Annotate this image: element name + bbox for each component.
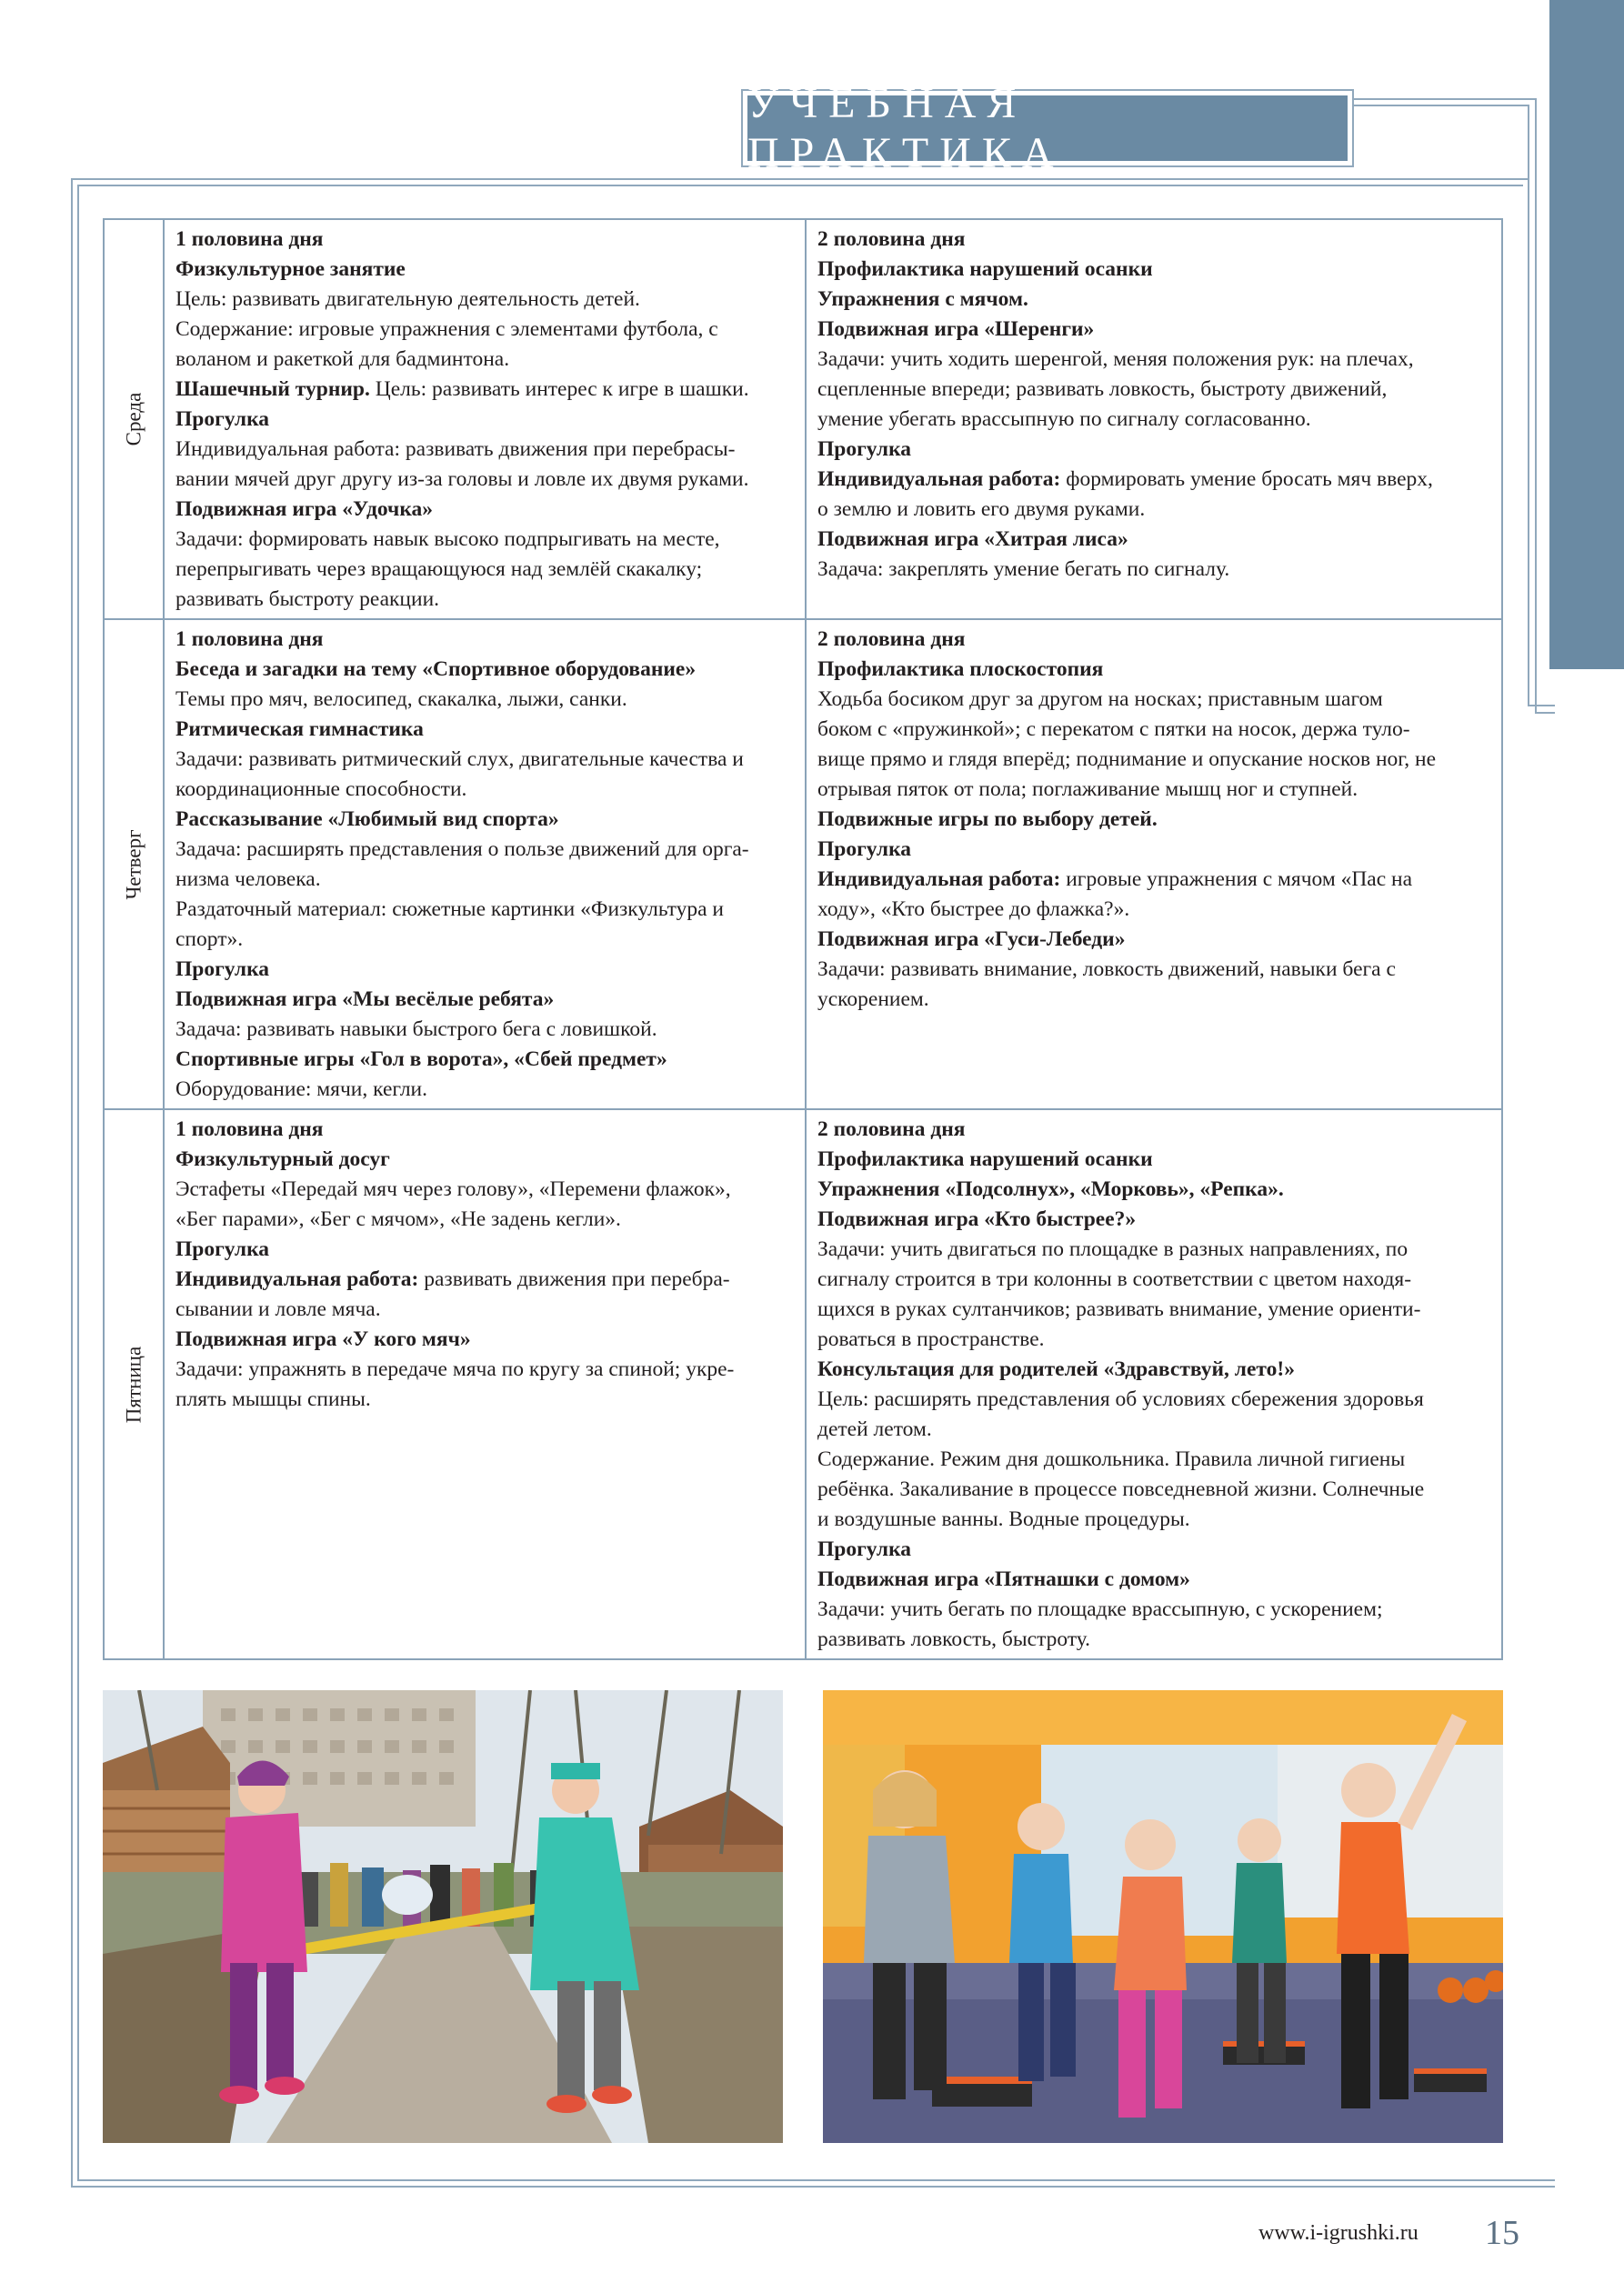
photo-outdoor-game: [103, 1690, 783, 2143]
text-line: плять мышцы спины.: [175, 1387, 371, 1411]
text-line: Профилактика нарушений осанки: [817, 1147, 1153, 1171]
table-row-thursday: [104, 619, 1502, 1109]
text-line: Подвижная игра «Шеренги»: [817, 317, 1095, 341]
text-line: Физкультурный досуг: [175, 1147, 390, 1171]
text-line: Подвижная игра «У кого мяч»: [175, 1327, 471, 1351]
text-line: 2 половина дня: [817, 627, 966, 651]
text-line: Консультация для родителей «Здравствуй, лето!»: [817, 1357, 1295, 1381]
text-line: Физкультурное занятие: [175, 257, 406, 281]
text-line: низма человека.: [175, 867, 321, 891]
text-line: Цель: расширять представления об условиях сбережения здоровья: [817, 1387, 1424, 1411]
text-line: [175, 1265, 794, 1295]
text-line: развивать ловкость, быстроту.: [817, 1627, 1091, 1651]
text-line: [175, 375, 794, 405]
text-line: Задачи: учить ходить шеренгой, меняя положения рук: на плечах,: [817, 347, 1414, 371]
text-line: Ритмическая гимнастика: [175, 717, 424, 741]
text-line: воланом и ракеткой для бадминтона.: [175, 347, 510, 371]
text-line: Подвижная игра «Пятнашки с домом»: [817, 1567, 1190, 1591]
text-line: развивать быстроту реакции.: [175, 587, 440, 611]
text-line: умение убегать врассыпную по сигналу согласованно.: [817, 407, 1311, 431]
text-line: сцепленные впереди; развивать ловкость, быстроту движений,: [817, 377, 1388, 401]
day-cell-thursday: [104, 619, 164, 1109]
text-line: Задача: закреплять умение бегать по сигналу.: [817, 557, 1230, 581]
text-line: Задачи: учить бегать по площадке врассыпную, с ускорением;: [817, 1597, 1383, 1621]
text-line: Задачи: развивать внимание, ловкость движений, навыки бега с: [817, 957, 1396, 981]
frame-title-line-outer: [1354, 98, 1535, 100]
text-line: Раздаточный материал: сюжетные картинки «Физкультура и: [175, 897, 724, 921]
line-text: формировать умение бросать мяч вверх,: [1060, 467, 1433, 491]
text-line: Профилактика плоскостопия: [817, 657, 1104, 681]
line-text: Цель: развивать интерес к игре в шашки.: [369, 377, 749, 401]
text-line: Рассказывание «Любимый вид спорта»: [175, 807, 559, 831]
text-line: Прогулка: [175, 957, 270, 981]
text-line: Подвижная игра «Хитрая лиса»: [817, 527, 1128, 551]
day-label: Среда: [122, 392, 145, 446]
frame-right-line: [1528, 105, 1529, 705]
text-line: Индивидуальная работа: развивать движения при перебрасы-: [175, 437, 736, 461]
text-line: Задача: расширять представления о пользе движений для орга-: [175, 837, 749, 861]
day-label: Пятница: [122, 1346, 145, 1423]
frame-left-line: [71, 178, 73, 2186]
footer-website: www.i-igrushki.ru: [1258, 2221, 1418, 2245]
text-line: 1 половина дня: [175, 227, 324, 251]
text-line: ребёнка. Закаливание в процессе повседневной жизни. Солнечные: [817, 1477, 1425, 1501]
text-line: Эстафеты «Передай мяч через голову», «Перемени флажок»,: [175, 1177, 731, 1201]
text-line: Содержание. Режим дня дошкольника. Правила личной гигиены: [817, 1447, 1406, 1471]
text-line: Задачи: упражнять в передаче мяча по кругу за спиной; укре-: [175, 1357, 735, 1381]
day-cell-wednesday: [104, 219, 164, 619]
frame-right-corner-outer: [1535, 712, 1555, 714]
cell-first-half: [164, 1109, 806, 1659]
cell-first-half: [164, 219, 806, 619]
text-line: щихся в руках султанчиков; развивать внимание, умение ориенти-: [817, 1297, 1421, 1321]
text-line: роваться в пространстве.: [817, 1327, 1045, 1351]
text-line: ходу», «Кто быстрее до флажка?».: [817, 897, 1130, 921]
bold-lead: Индивидуальная работа:: [175, 1267, 419, 1291]
table-row-wednesday: [104, 219, 1502, 619]
text-line: 2 половина дня: [817, 227, 966, 251]
frame-right-line-outer: [1535, 98, 1537, 712]
text-line: вище прямо и глядя вперёд; поднимание и опускание носков ног, не: [817, 747, 1437, 771]
text-line: 1 половина дня: [175, 1117, 324, 1141]
cell-second-half: [806, 219, 1502, 619]
activity-plan-table: [103, 218, 1503, 1660]
bold-lead: Индивидуальная работа:: [817, 467, 1061, 491]
line-text: развивать движения при перебра-: [418, 1267, 730, 1291]
frame-right-corner: [1528, 705, 1555, 706]
bold-lead: Индивидуальная работа:: [817, 867, 1061, 891]
text-line: Упражнения с мячом.: [817, 287, 1028, 311]
frame-title-line: [1354, 105, 1528, 106]
text-line: отрывая пяток от пола; поглаживание мышц ног и ступней.: [817, 777, 1358, 801]
text-line: 1 половина дня: [175, 627, 324, 651]
text-line: [817, 865, 1490, 895]
text-line: сигналу строится в три колонны в соответствии с цветом находя-: [817, 1267, 1412, 1291]
section-title: УЧЕБНАЯ ПРАКТИКА: [747, 95, 1348, 161]
frame-bottom-line: [71, 2186, 1555, 2188]
text-line: 2 половина дня: [817, 1117, 966, 1141]
text-line: и воздушные ванны. Водные процедуры.: [817, 1507, 1190, 1531]
text-line: Прогулка: [175, 407, 270, 431]
side-color-strip: [1549, 0, 1624, 669]
day-label: Четверг: [122, 828, 145, 900]
frame-bottom-line-inner: [77, 2179, 1555, 2181]
text-line: Задача: развивать навыки быстрого бега с ловишкой.: [175, 1017, 657, 1041]
table-row-friday: [104, 1109, 1502, 1659]
text-line: Профилактика нарушений осанки: [817, 257, 1153, 281]
text-line: Оборудование: мячи, кегли.: [175, 1077, 428, 1101]
text-line: Спортивные игры «Гол в ворота», «Сбей предмет»: [175, 1047, 667, 1071]
text-line: детей летом.: [817, 1417, 932, 1441]
cell-first-half: [164, 619, 806, 1109]
cell-second-half: [806, 619, 1502, 1109]
text-line: Содержание: игровые упражнения с элементами футбола, с: [175, 317, 718, 341]
text-line: Подвижные игры по выбору детей.: [817, 807, 1158, 831]
text-line: Цель: развивать двигательную деятельность детей.: [175, 287, 640, 311]
text-line: Задачи: формировать навык высоко подпрыгивать на месте,: [175, 527, 720, 551]
line-text: игровые упражнения с мячом «Пас на: [1060, 867, 1413, 891]
text-line: Прогулка: [817, 837, 912, 861]
text-line: Подвижная игра «Удочка»: [175, 497, 433, 521]
text-line: координационные способности.: [175, 777, 467, 801]
text-line: Беседа и загадки на тему «Спортивное оборудование»: [175, 657, 697, 681]
text-line: Упражнения «Подсолнух», «Морковь», «Репка».: [817, 1177, 1284, 1201]
text-line: боком с «пружинкой»; с перекатом с пятки на носок, держа туло-: [817, 717, 1410, 741]
text-line: сывании и ловле мяча.: [175, 1297, 381, 1321]
section-title-box: [741, 79, 1354, 177]
photo-indoor-gymnastics: [823, 1690, 1503, 2143]
page-number: 15: [1485, 2214, 1519, 2252]
text-line: [817, 465, 1490, 495]
text-line: Темы про мяч, велосипед, скакалка, лыжи, санки.: [175, 687, 627, 711]
frame-top-line-inner: [77, 185, 1523, 186]
text-line: Прогулка: [175, 1237, 270, 1261]
text-line: Подвижная игра «Мы весёлые ребята»: [175, 987, 555, 1011]
text-line: спорт».: [175, 927, 244, 951]
text-line: Прогулка: [817, 437, 912, 461]
frame-top-line: [71, 178, 1529, 180]
text-line: вании мячей друг другу из-за головы и ловле их двумя руками.: [175, 467, 749, 491]
text-line: Ходьба босиком друг за другом на носках; приставным шагом: [817, 687, 1383, 711]
text-line: Задачи: развивать ритмический слух, двигательные качества и: [175, 747, 744, 771]
text-line: о землю и ловить его двумя руками.: [817, 497, 1146, 521]
cell-second-half: [806, 1109, 1502, 1659]
day-cell-friday: [104, 1109, 164, 1659]
text-line: Подвижная игра «Кто быстрее?»: [817, 1207, 1137, 1231]
text-line: Прогулка: [817, 1537, 912, 1561]
text-line: Подвижная игра «Гуси-Лебеди»: [817, 927, 1126, 951]
frame-left-line-inner: [77, 185, 79, 2179]
text-line: «Бег парами», «Бег с мячом», «Не задень кегли».: [175, 1207, 621, 1231]
text-line: ускорением.: [817, 987, 929, 1011]
bold-lead: Шашечный турнир.: [175, 377, 370, 401]
text-line: Задачи: учить двигаться по площадке в разных направлениях, по: [817, 1237, 1408, 1261]
text-line: перепрыгивать через вращающуюся над землёй скакалку;: [175, 557, 703, 581]
